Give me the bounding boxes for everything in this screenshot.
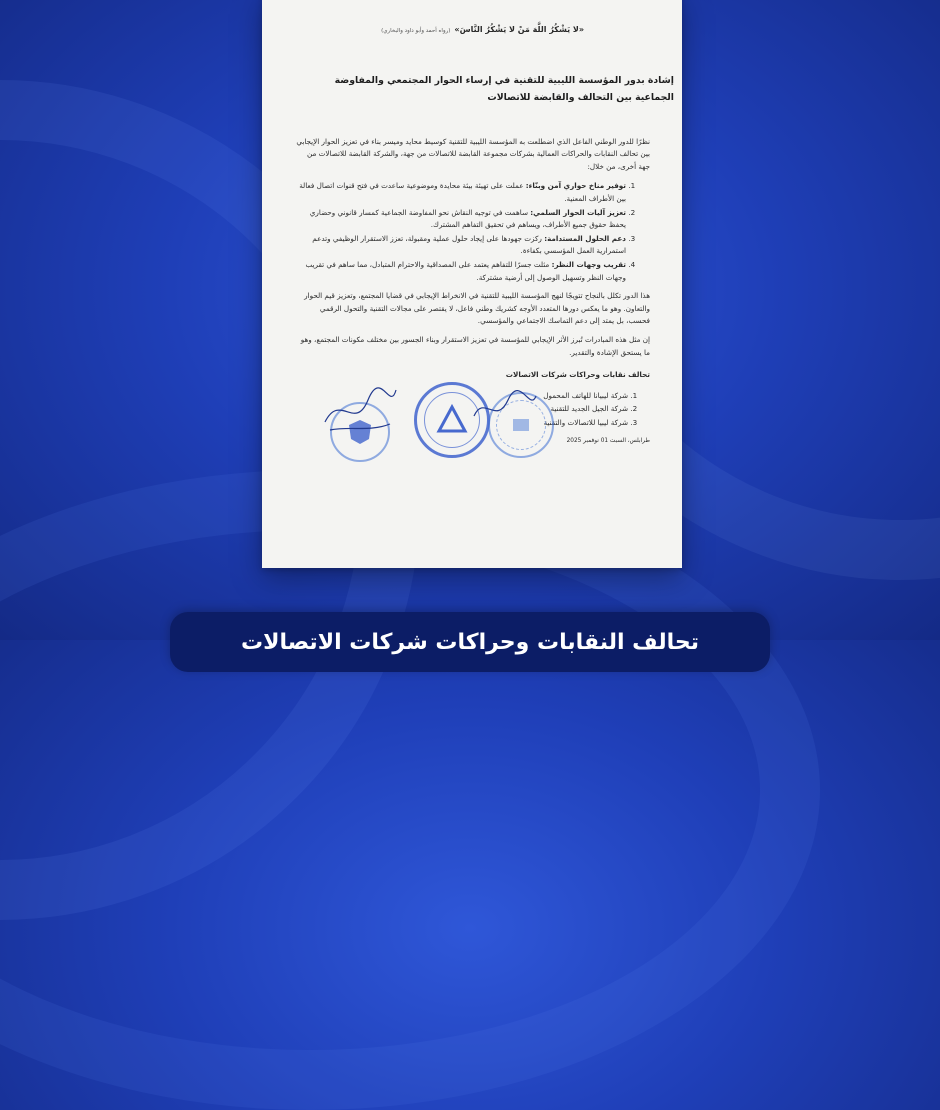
list-item: 2. شركة الجيل الجديد للتقنية	[294, 403, 628, 416]
hadith-quote	[294, 24, 584, 38]
letter-title	[294, 72, 674, 106]
banner-title: تحالف النقابات وحراكات شركات الاتصالات	[241, 630, 699, 655]
point-lead: تقريب وجهات النظر:	[551, 259, 626, 269]
triangle-logo-icon	[435, 403, 469, 437]
list-item	[294, 180, 626, 205]
point-text: عملت على تهيئة بيئة محايدة وموضوعية ساعدت في فتح قنوات اتصال فعالة بين الأطراف المعنية.	[299, 181, 626, 203]
title-line-2: الجماعية بين التحالف والقابضة للاتصالات	[487, 91, 674, 103]
signature-icon	[320, 382, 400, 442]
hadith-source: (رواه أحمد وأبو داود والبخاري)	[381, 28, 451, 34]
signatory-name: تحالف نقابات وحراكات شركات الاتصالات	[505, 370, 650, 380]
point-lead: تعزيز آليات الحوار السلمي:	[530, 207, 626, 217]
paragraph-3: إن مثل هذه المبادرات تُبرز الأثر الإيجابي للمؤسسة في تعزيز الاستقرار وبناء الجسور بين مختلف مكونات المجتمع، وهو ما يستحق الإشادة والتقدير.	[300, 334, 650, 357]
title-line-1: إشادة بدور المؤسسة الليبية للتقنية في إرساء الحوار المجتمعي والمفاوضة	[334, 74, 674, 86]
list-item	[294, 259, 626, 284]
point-text: ساهمت في توجيه النقاش نحو المفاوضة الجماعية كمسار قانوني وحضاري يحفظ حقوق جميع الأطراف، ويساهم في تحقيق التفاهم المشترك.	[309, 207, 626, 230]
point-lead: دعم الحلول المستدامة:	[544, 233, 626, 243]
list-item	[294, 207, 626, 232]
intro-paragraph: نظرًا للدور الوطني الفاعل الذي اضطلعت به المؤسسة الليبية للتقنية كوسيط محايد وميسر بناء في تعزيز الحوار الإيجابي بين تحالف النقابات والحراكات العمالية بشركات مجموعة القابضة للاتصالات من جهة، والشركة القابضة للاتصالات من جهة أخرى، من خلال:	[296, 136, 650, 171]
stamps-area	[320, 382, 580, 482]
point-text: مثلت جسرًا للتفاهم يعتمد على المصداقية والاحترام المتبادل، مما ساهم في تقريب وجهات النظر وتسهيل الوصول إلى أرضية مشتركة.	[305, 259, 626, 282]
point-text: ركزت جهودها على إيجاد حلول عملية ومقبولة، تعزز الاستقرار الوظيفي وتدعم استمرارية العمل المؤسسي بكفاءة.	[312, 233, 626, 256]
point-lead: توفير مناخ حواري آمن وبنّاء:	[525, 181, 626, 191]
letter-date: طرابلس، السبت 01 نوفمبر 2025	[566, 438, 650, 445]
footer-banner	[170, 612, 770, 672]
list-item: 1. شركة ليبيانا للهاتف المحمول	[294, 390, 628, 403]
letter-paper	[262, 0, 682, 568]
signature-icon	[470, 386, 540, 436]
paragraph-2: هذا الدور تكلل بالنجاح تتويجًا لنهج المؤسسة الليبية للتقنية في الانخراط الإيجابي في قضايا المجتمع، وتعزيز قيم الحوار والتعاون. وهو ما يعكس دورها المتعدد الأوجه كشريك وطني فاعل، لا يقتصر على مجالات التقنية والتحول الرقمي فحسب، بل يمتد إلى دعم التماسك الاجتماعي والمؤسسي.	[304, 291, 650, 326]
list-item	[294, 233, 626, 258]
hadith-text: «لا يَشْكُرُ اللَّهَ مَنْ لا يَشْكُرُ النَّاسَ»	[454, 25, 584, 34]
list-item: 3. شركة ليبيا للاتصالات والتقنية	[294, 417, 628, 430]
points-list	[294, 180, 650, 284]
